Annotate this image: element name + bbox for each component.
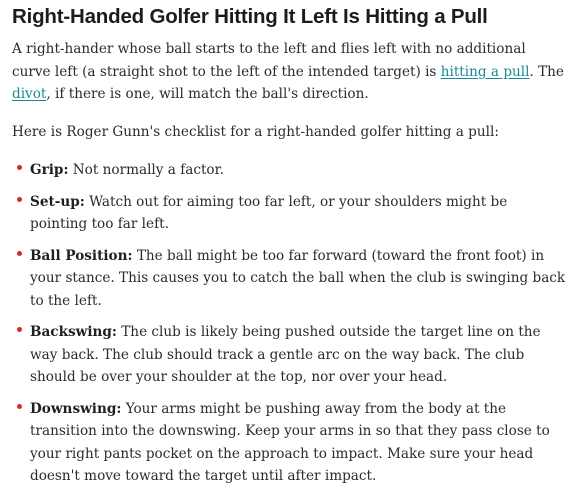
bullet-dot-icon bbox=[17, 404, 22, 409]
checklist-text: Your arms might be pushing away from the body at the transition into the downswing. Keep your arms in so that they pass close to your right pants pocket on the approach to impact. Make sure your head doesn't move toward the target until after impact. bbox=[30, 400, 550, 484]
checklist-item-downswing bbox=[12, 398, 566, 488]
checklist-item-set-up bbox=[12, 191, 566, 236]
intro-text-2: . The bbox=[529, 63, 564, 80]
divot-link[interactable]: divot bbox=[12, 86, 47, 102]
bullet-dot-icon bbox=[17, 251, 22, 256]
checklist-term: Grip: bbox=[30, 162, 69, 178]
checklist-term: Ball Position: bbox=[30, 247, 133, 264]
checklist-text: Not normally a factor. bbox=[68, 162, 224, 178]
checklist-intro: Here is Roger Gunn's checklist for a right-handed golfer hitting a pull: bbox=[12, 123, 499, 140]
bullet-dot-icon bbox=[17, 197, 22, 202]
checklist-item-grip bbox=[12, 159, 566, 182]
checklist bbox=[12, 159, 566, 488]
intro-text-1: A right-hander whose ball starts to the left and flies left with no additional curve left (a straight shot to the left of the intended target) is bbox=[12, 41, 526, 80]
article bbox=[12, 0, 566, 497]
article-heading: Right-Handed Golfer Hitting It Left Is Hitting a Pull bbox=[12, 5, 488, 28]
checklist-item-ball-position bbox=[12, 245, 566, 313]
intro-text-3: , if there is one, will match the ball's direction. bbox=[46, 86, 369, 102]
checklist-term: Set-up: bbox=[30, 193, 85, 210]
checklist-term: Backswing: bbox=[30, 324, 117, 340]
checklist-text: Watch out for aiming too far left, or your shoulders might be pointing too far left. bbox=[30, 193, 508, 232]
hitting-a-pull-link[interactable]: hitting a pull bbox=[440, 63, 530, 80]
checklist-term: Downswing: bbox=[30, 400, 122, 417]
bullet-dot-icon bbox=[17, 327, 22, 332]
bullet-dot-icon bbox=[17, 165, 22, 170]
checklist-text: The club is likely being pushed outside the target line on the way back. The club should track a gentle arc on the way back. The club should be over your shoulder at the top, nor over your head. bbox=[30, 324, 541, 385]
checklist-item-backswing bbox=[12, 321, 566, 389]
intro-paragraph bbox=[12, 38, 566, 106]
checklist-text: The ball might be too far forward (toward the front foot) in your stance. This causes you to catch the ball when the club is swinging back to the left. bbox=[30, 247, 566, 309]
